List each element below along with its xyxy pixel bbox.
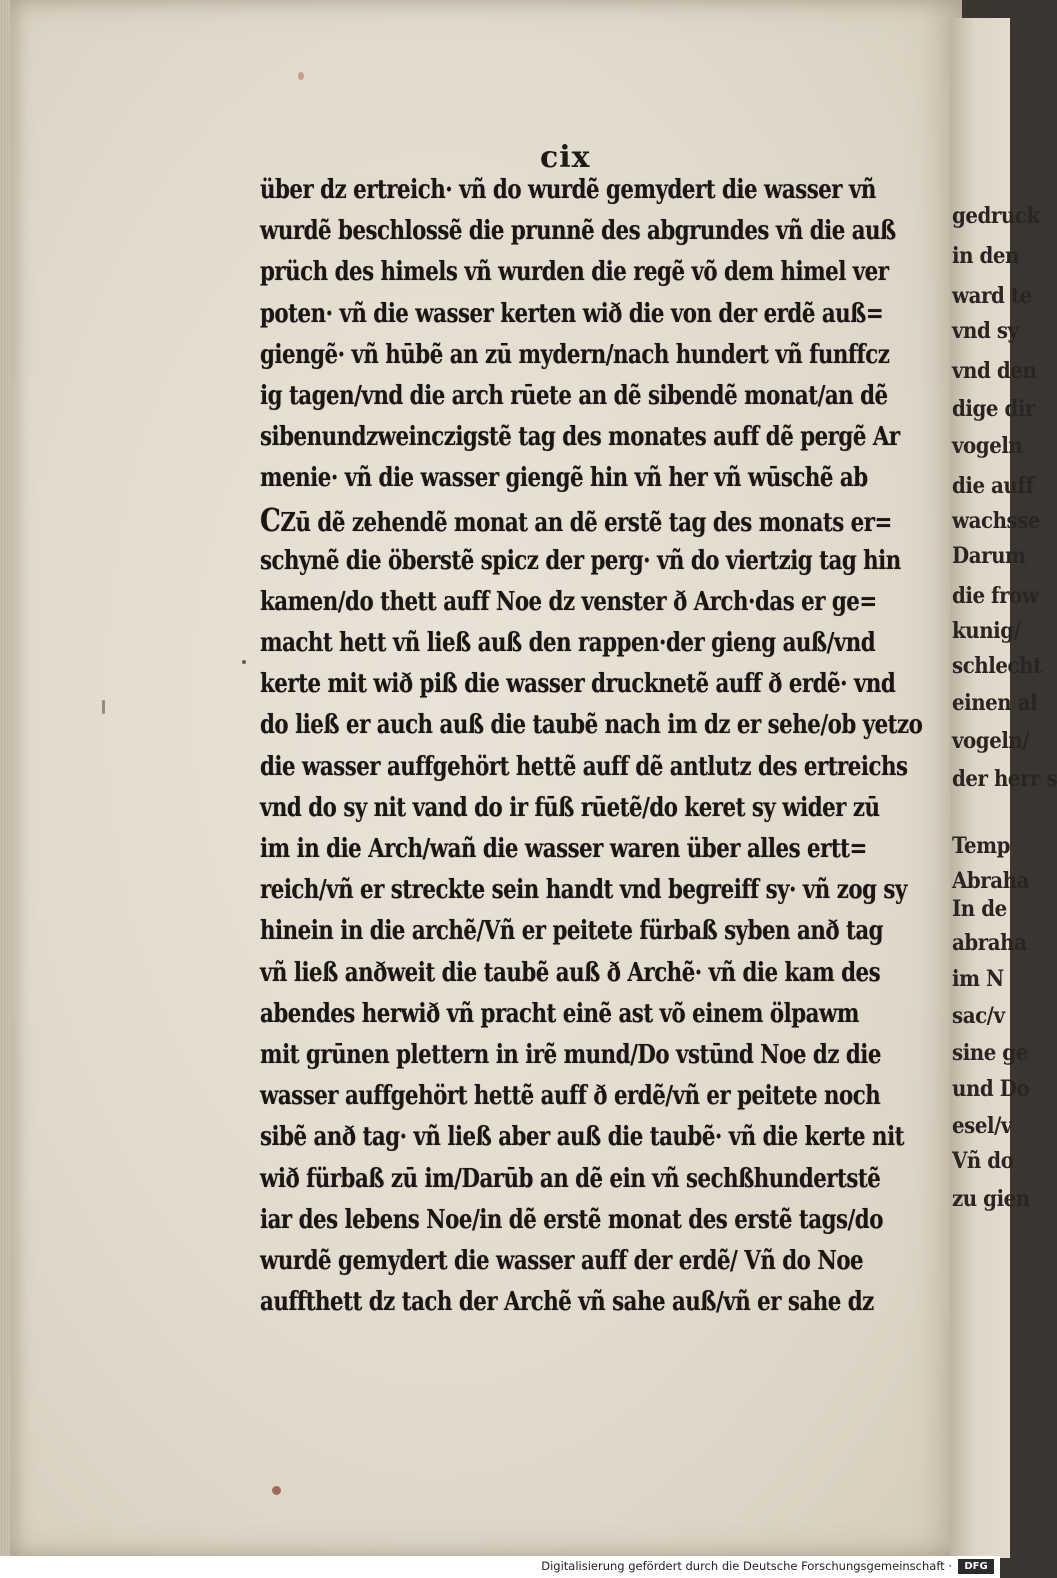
- dfg-logo: DFG: [958, 1559, 994, 1574]
- facing-text-line: einen al: [952, 690, 1038, 716]
- facing-text-line: Abraha: [952, 868, 1030, 894]
- facing-text-line: wachsse: [952, 508, 1041, 534]
- text-line: giengẽ· vñ hūbẽ an zū mydern/nach hundert vñ funffcz: [260, 339, 890, 370]
- facing-text-line: zu gien: [952, 1186, 1030, 1212]
- text-line: do ließ er auch auß die taubẽ nach im dz er sehe/ob yetzo: [260, 710, 923, 741]
- text-line: wurdẽ gemydert die wasser auff der erdẽ/ Vñ do Noe: [260, 1245, 864, 1276]
- text-line: ig tagen/vnd die arch rūete an dẽ sibendẽ monat/an dẽ: [260, 380, 888, 411]
- text-line: sibenundzweinczigstẽ tag des monates auff dẽ pergẽ Ar: [260, 422, 900, 453]
- facing-text-line: der herr s: [952, 766, 1057, 792]
- text-line: abendes herwið vñ pracht einẽ ast võ einem ölpawm: [260, 998, 859, 1029]
- facing-text-line: in den: [952, 243, 1019, 269]
- text-line: wurdẽ beschlossẽ die prunnẽ des abgrundes vñ die auß: [260, 216, 896, 247]
- text-line: auffthett dz tach der Archẽ vñ sahe auß/vñ er sahe dz: [260, 1287, 874, 1318]
- funding-credit: Digitalisierung gefördert durch die Deutsche Forschungsgemeinschaft ·: [541, 1559, 952, 1573]
- text-line: kamen/do thett auff Noe dz venster ð Arch·das er ge=: [260, 586, 877, 617]
- text-line: schynẽ die öberstẽ spicz der perg· vñ do viertzig tag hin: [260, 545, 901, 576]
- text-line: prüch des himels vñ wurden die regẽ võ dem himel ver: [260, 257, 889, 288]
- text-line: über dz ertreich· vñ do wurdẽ gemydert die wasser vñ: [260, 175, 876, 205]
- facing-text-line: kunig/: [952, 618, 1021, 644]
- text-line: menie· vñ die wasser giengẽ hin vñ her vñ wūschẽ ab: [260, 463, 868, 494]
- text-line-content: Zū dẽ zehendẽ monat an dẽ erstẽ tag des monats er=: [280, 507, 892, 538]
- facing-text-line: dige dir: [952, 396, 1035, 422]
- ink-mark: [298, 72, 304, 80]
- text-line: vñ ließ anðweit die taubẽ auß ð Archẽ· vñ die kam des: [260, 957, 881, 988]
- facing-text-line: gedruck: [952, 203, 1040, 229]
- facing-text-line: In de: [952, 896, 1007, 922]
- text-line: die wasser auffgehört hettẽ auff dẽ antlutz des ertreichs: [260, 751, 908, 782]
- facing-text-line: Temp: [952, 833, 1011, 859]
- facing-text-line: ward te: [952, 283, 1032, 309]
- text-line: wið fürbaß zū im/Darūb an dẽ ein vñ sechßhundertstẽ: [260, 1163, 881, 1194]
- facing-text-line: esel/v: [952, 1113, 1012, 1139]
- facing-text-line: vogeln: [952, 433, 1023, 459]
- text-block: [260, 170, 923, 1323]
- text-line: sibẽ anð tag· vñ ließ aber auß die taubẽ· vñ die kerte nit: [260, 1122, 905, 1153]
- ink-mark: [242, 660, 246, 664]
- facing-text-line: die frow: [952, 583, 1039, 609]
- facing-text-line: schlecht: [952, 653, 1042, 679]
- text-line: [260, 500, 892, 541]
- text-line: mit grūnen plettern in irẽ mund/Do vstūnd Noe dz die: [260, 1039, 881, 1070]
- book-page: [10, 0, 962, 1556]
- text-line: hinein in die archẽ/Vñ er peitete fürbaß syben anð tag: [260, 916, 884, 947]
- text-line: im in die Arch/wañ die wasser waren über alles ertt=: [260, 834, 867, 864]
- text-line: vnd do sy nit vand do ir fūß rūetẽ/do keret sy wider zū: [260, 792, 880, 823]
- facing-text-line: und Do: [952, 1076, 1030, 1102]
- facing-text-line: Vñ do: [952, 1148, 1014, 1174]
- facing-text-line: vnd den: [952, 358, 1037, 384]
- facing-text-line: vogeln/: [952, 728, 1030, 754]
- text-line: macht hett vñ ließ auß den rappen·der gieng auß/vnd: [260, 628, 876, 659]
- ink-mark: [102, 700, 105, 714]
- footer-bar: [0, 1556, 1000, 1578]
- facing-text-line: vnd sy: [952, 318, 1019, 344]
- folio-number: cix: [540, 140, 591, 175]
- text-line: wasser auffgehört hettẽ auff ð erdẽ/vñ er peitete noch: [260, 1081, 881, 1112]
- text-line: iar des lebens Noe/in dẽ erstẽ monat des erstẽ tags/do: [260, 1204, 883, 1235]
- facing-page: [950, 18, 1057, 1558]
- text-line: reich/vñ er streckte sein handt vnd begreiff sy· vñ zog sy: [260, 875, 907, 906]
- facing-text-line: sac/v: [952, 1003, 1005, 1029]
- facing-text-line: die auff: [952, 473, 1034, 499]
- facing-text-line: abraha: [952, 930, 1027, 956]
- facing-text-line: Darum: [952, 543, 1026, 569]
- ink-mark: [272, 1486, 281, 1495]
- paragraph-mark: C: [260, 500, 281, 539]
- facing-text-line: im N: [952, 966, 1004, 992]
- text-line: poten· vñ die wasser kerten wið die von der erdẽ auß=: [260, 298, 884, 329]
- text-line: kerte mit wið piß die wasser drucknetẽ auff ð erdẽ· vnd: [260, 669, 896, 700]
- facing-text-line: sine ge: [952, 1040, 1028, 1066]
